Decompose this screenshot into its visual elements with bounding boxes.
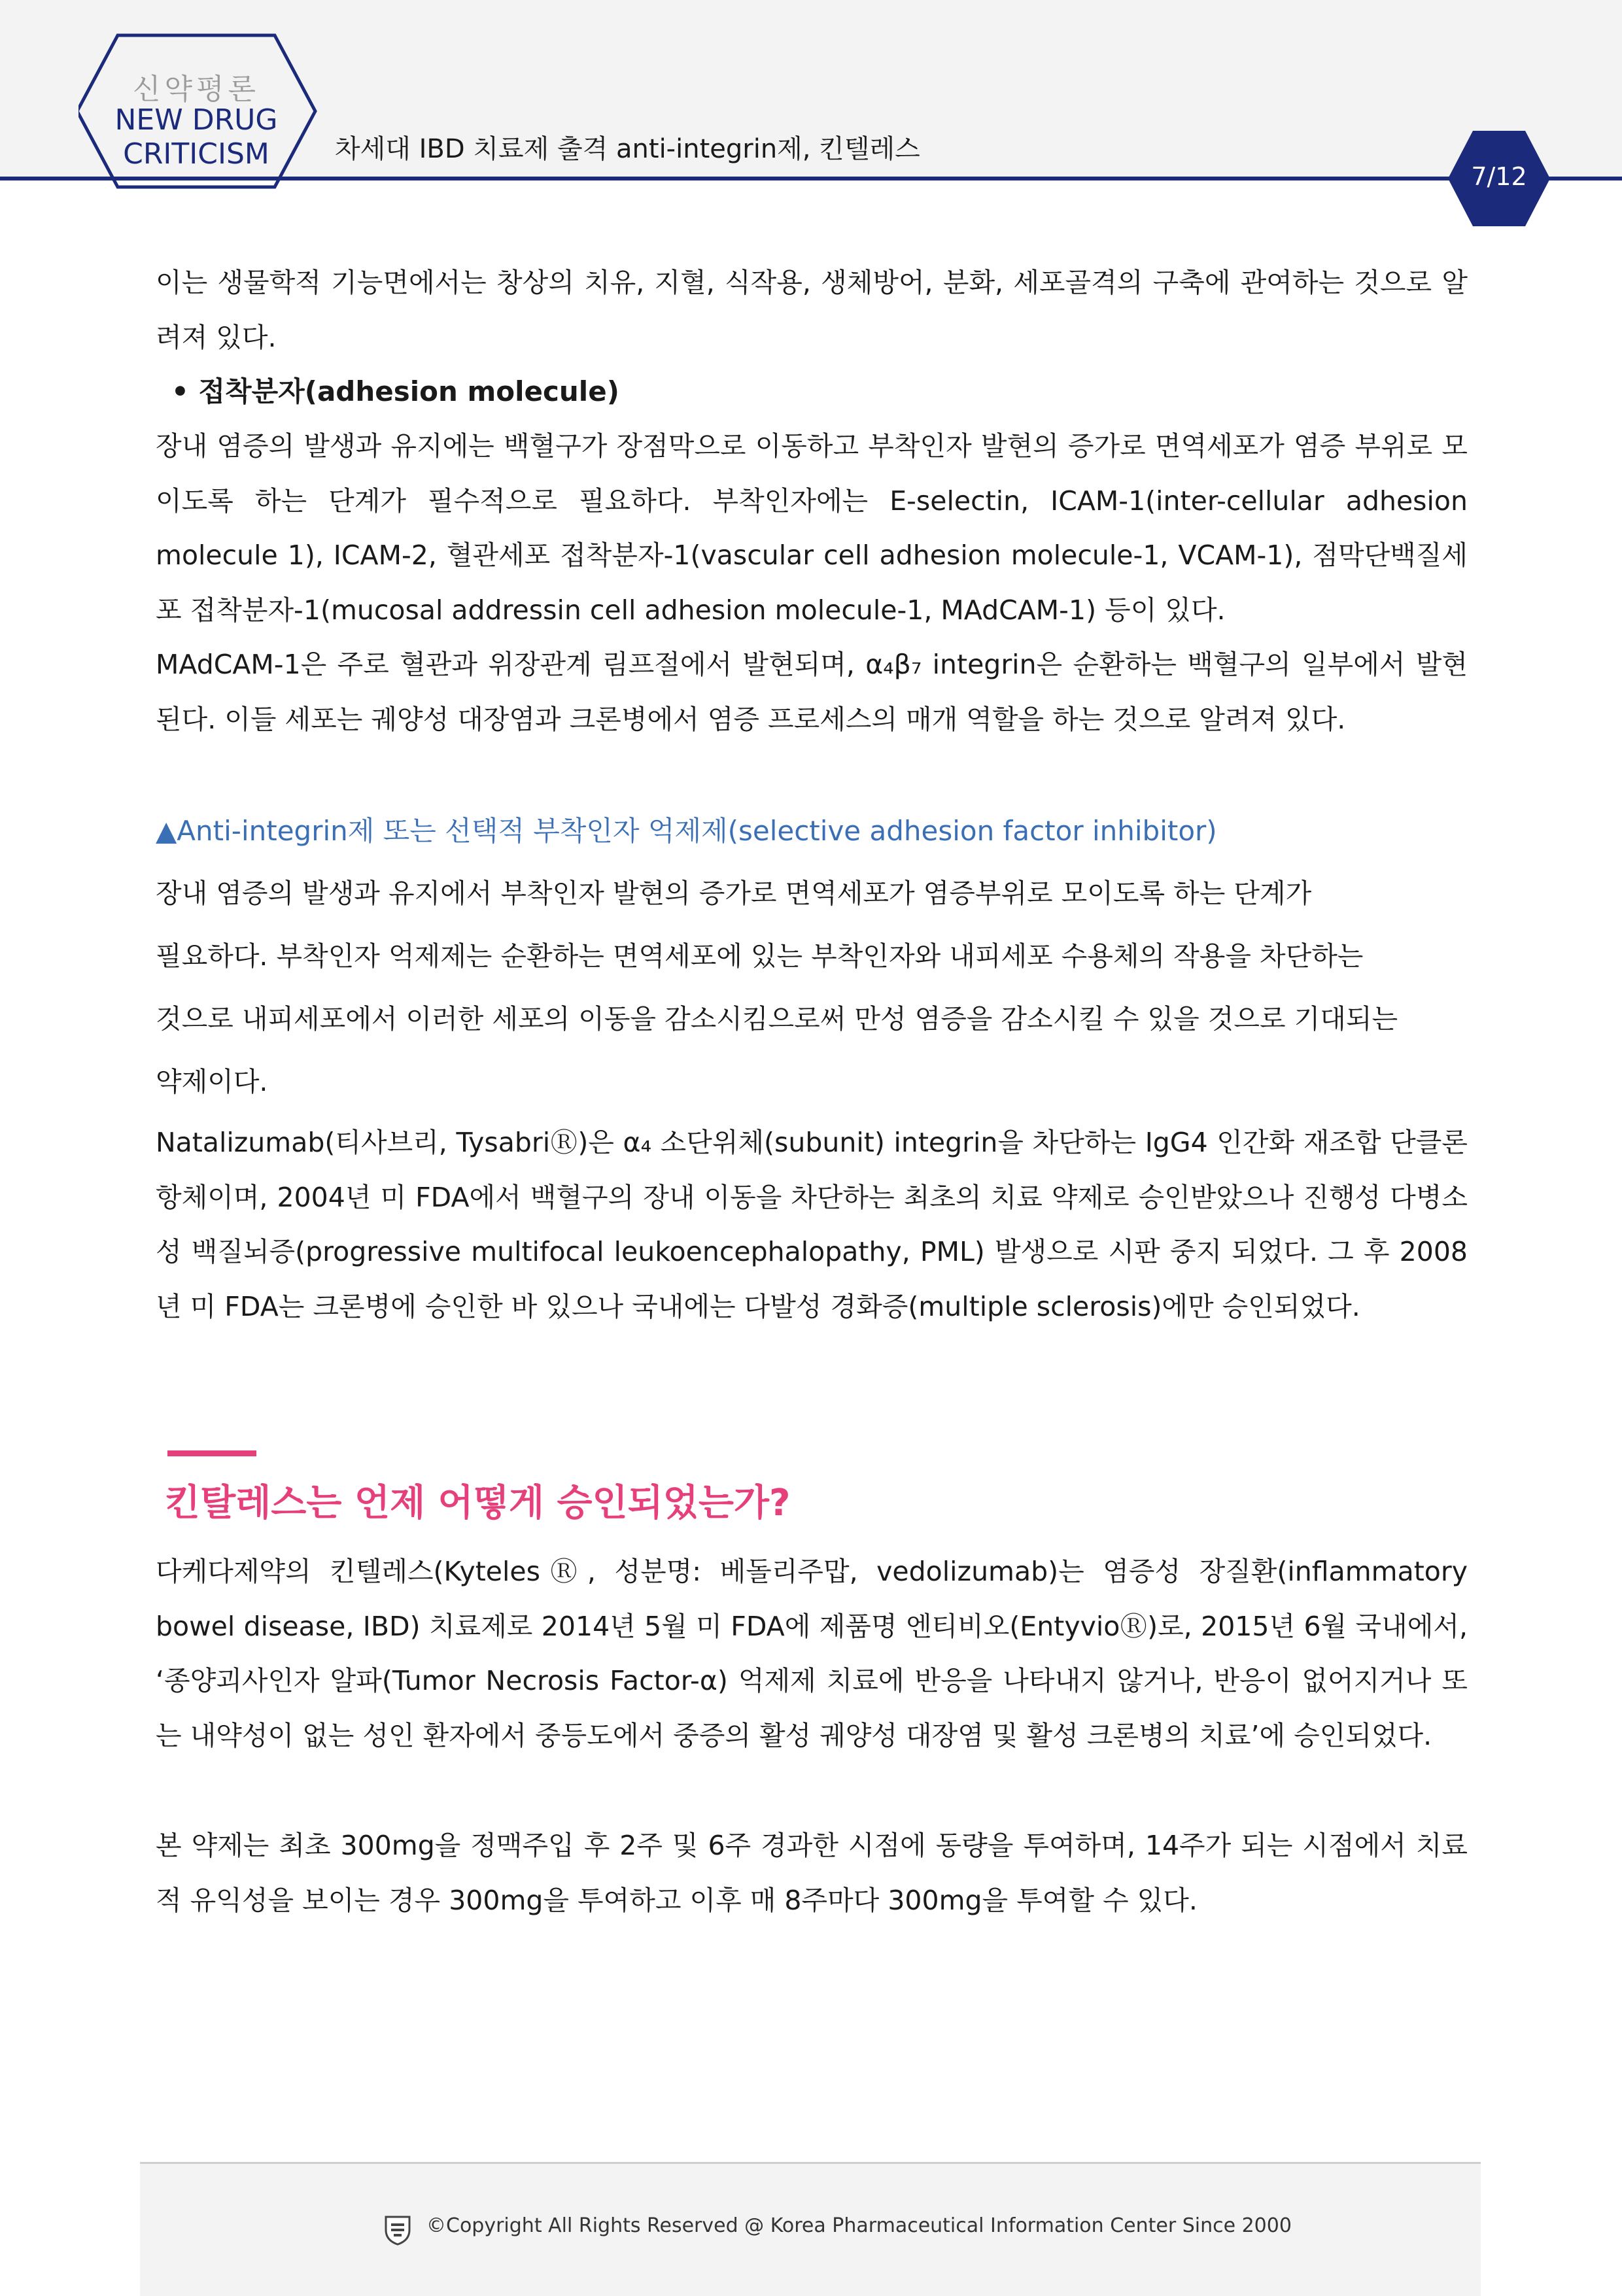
page-number: 7/12 bbox=[1471, 162, 1527, 191]
logo-english-line2: CRITICISM bbox=[123, 137, 269, 171]
paragraph-kynteles: 다케다제약의 킨텔레스(KytelesⓇ, 성분명: 베돌리주맙, vedolizumab)는 염증성 장질환(inflammatory bowel disease, IBD) 치료제로 2014년 5월 미 FDA에 제품명 엔티비오(EntyvioⓇ)로, 2015년 6월 국내에서, ‘종양괴사인자 알파(Tumor Necrosis Factor-α) 억제제 치료에 반응을 나타내지 않거나, 반응이 없어지거나 또는 내약성이 없는 성인 환자에서 중등도에서 중증의 활성 궤양성 대장염 및 활성 크론병의 치료’에 승인되었다. bbox=[156, 1556, 1468, 1751]
paragraph-intro: 이는 생물학적 기능면에서는 창상의 치유, 지혈, 식작용, 생체방어, 분화, 세포골격의 구축에 관여하는 것으로 알려져 있다. bbox=[156, 267, 1468, 353]
logo-english-line1: NEW DRUG bbox=[114, 103, 278, 137]
logo-english bbox=[111, 103, 281, 171]
bullet-heading-adhesion-molecule: • 접착분자(adhesion molecule) bbox=[171, 375, 619, 407]
shield-logo-icon bbox=[383, 2214, 412, 2246]
paragraph-madcam: MAdCAM-1은 주로 혈관과 위장관계 림프절에서 발현되며, α₄β₇ integrin은 순환하는 백혈구의 일부에서 발현된다. 이들 세포는 궤양성 대장염과 크론병에서 염증 프로세스의 매개 역할을 하는 것으로 알려져 있다. bbox=[156, 649, 1468, 735]
footer-copyright: ©Copyright All Rights Reserved @ Korea Pharmaceutical Information Center Since 2000 bbox=[426, 2214, 1292, 2237]
paragraph-adhesion-factors: 장내 염증의 발생과 유지에는 백혈구가 장점막으로 이동하고 부착인자 발현의 증가로 면역세포가 염증 부위로 모이도록 하는 단계가 필수적으로 필요하다. 부착인자에는 E-selectin, ICAM-1(inter-cellular adhesion molecule 1), ICAM-2, 혈관세포 접착분자-1(vascular cell adhesion molecule-1, VCAM-1), 점막단백질세포 접착분자-1(mucosal addressin cell adhesion molecule-1, MAdCAM-1) 등이 있다. bbox=[156, 430, 1468, 626]
section-heading-approval: 킨탈레스는 언제 어떻게 승인되었는가? bbox=[165, 1482, 791, 1524]
paragraph-dosage: 본 약제는 최초 300mg을 정맥주입 후 2주 및 6주 경과한 시점에 동량을 투여하며, 14주가 되는 시점에서 치료적 유익성을 보이는 경우 300mg을 투여하고 이후 매 8주마다 300mg을 투여할 수 있다. bbox=[156, 1830, 1468, 1916]
paragraph-inhibitor: 장내 염증의 발생과 유지에서 부착인자 발현의 증가로 면역세포가 염증부위로 모이도록 하는 단계가 필요하다. 부착인자 억제제는 순환하는 면역세포에 있는 부착인자와 내피세포 수용체의 작용을 차단하는 것으로 내피세포에서 이러한 세포의 이동을 감소시킴으로써 만성 염증을 감소시킬 수 있을 것으로 기대되는 약제이다. bbox=[156, 878, 1398, 1097]
section-heading-anti-integrin: ▲Anti-integrin제 또는 선택적 부착인자 억제제(selective adhesion factor inhibitor) bbox=[156, 815, 1217, 847]
logo-korean: 신약평론 bbox=[132, 73, 260, 106]
document-title: 차세대 IBD 치료제 출격 anti-integrin제, 킨텔레스 bbox=[335, 134, 920, 164]
section-accent-rule bbox=[167, 1450, 256, 1456]
paragraph-natalizumab: Natalizumab(티사브리, TysabriⓇ)은 α₄ 소단위체(subunit) integrin을 차단하는 IgG4 인간화 재조합 단클론항체이며, 2004년 미 FDA에서 백혈구의 장내 이동을 차단하는 최초의 치료 약제로 승인받았으나 진행성 다병소성 백질뇌증(progressive multifocal leukoencephalopathy, PML) 발생으로 시판 중지 되었다. 그 후 2008년 미 FDA는 크론병에 승인한 바 있으나 국내에는 다발성 경화증(multiple sclerosis)에만 승인되었다. bbox=[156, 1127, 1468, 1322]
